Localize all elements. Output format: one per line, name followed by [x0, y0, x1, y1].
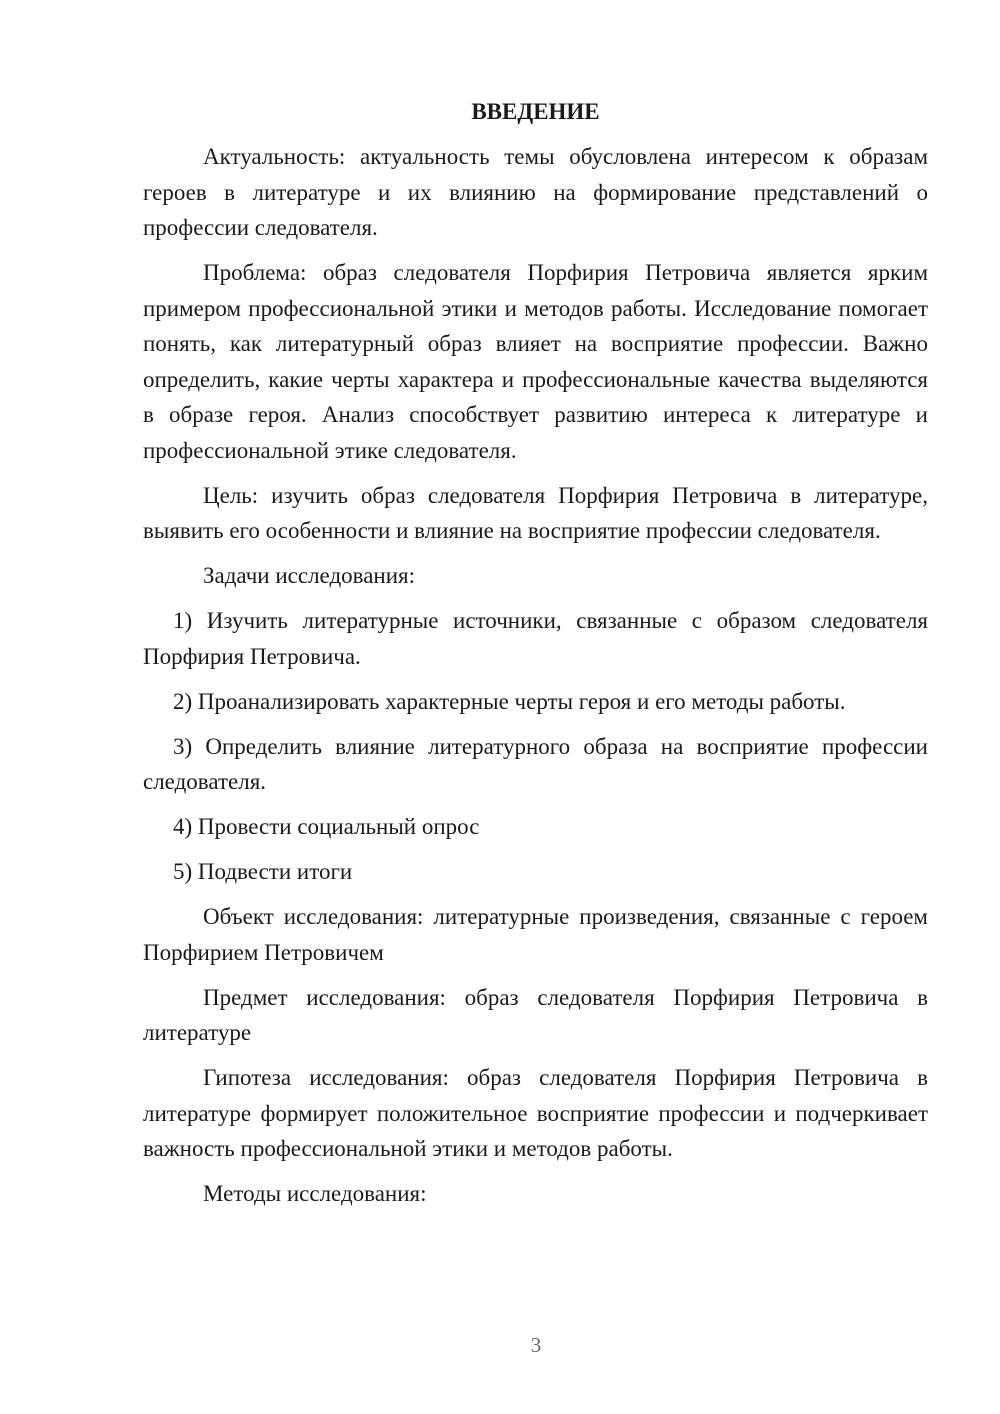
page-heading: ВВЕДЕНИЕ — [471, 99, 600, 124]
paragraph-subject: Предмет исследования: образ следователя Порфирия Петровича в литературе — [143, 984, 928, 1045]
paragraph-tasks-title: Задачи исследования: — [203, 563, 416, 588]
task-item-1: 1) Изучить литературные источники, связанные с образом следователя Порфирия Петровича. — [143, 608, 928, 669]
page-content — [143, 94, 928, 1221]
task-item-3: 3) Определить влияние литературного образа на восприятие профессии следователя. — [143, 733, 928, 794]
paragraph-methods-title: Методы исследования: — [203, 1181, 427, 1206]
task-item-4: 4) Провести социальный опрос — [173, 814, 480, 839]
paragraph-relevance: Актуальность: актуальность темы обусловлена интересом к образам героев в литературе и их влиянию на формирование представлений о профессии следователя. — [143, 144, 928, 240]
task-item-2: 2) Проанализировать характерные черты героя и его методы работы. — [173, 688, 846, 714]
paragraph-goal: Цель: изучить образ следователя Порфирия Петровича в литературе, выявить его особенности и влияние на восприятие профессии следователя. — [143, 482, 928, 543]
paragraph-object: Объект исследования: литературные произведения, связанные с героем Порфирием Петровичем — [143, 904, 928, 965]
page-number: 3 — [530, 1333, 542, 1357]
paragraph-hypothesis: Гипотеза исследования: образ следователя Порфирия Петровича в литературе формирует положительное восприятие профессии и подчеркивает важность профессиональной этики и методов работы. — [143, 1065, 928, 1161]
paragraph-problem: Проблема: образ следователя Порфирия Петровича является ярким примером профессиональной этики и методов работы. Исследование помогает понять, как литературный образ влияет на восприятие профессии. Важно определить, какие черты характера и профессиональные качества выделяются в образе героя. Анализ способствует развитию интереса к литературе и профессиональной этике следователя. — [143, 260, 928, 463]
task-item-5: 5) Подвести итоги — [173, 859, 353, 884]
